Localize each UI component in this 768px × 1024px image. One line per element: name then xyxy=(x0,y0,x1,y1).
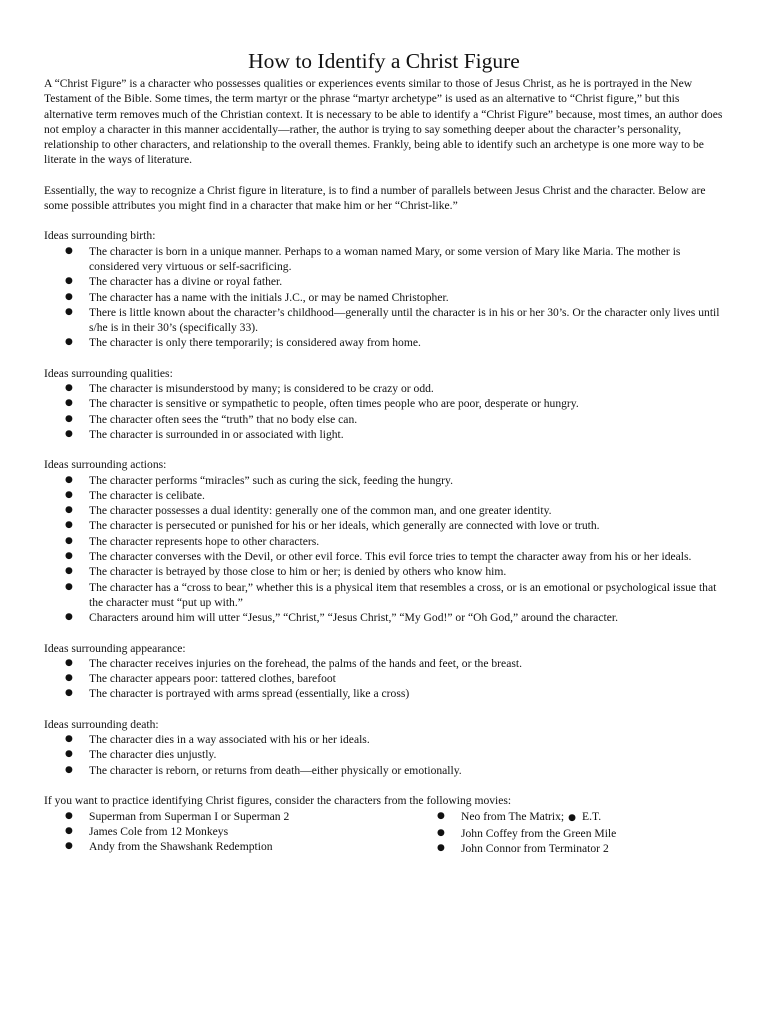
bullet-icon: ● xyxy=(568,812,576,823)
bullet-list xyxy=(44,473,724,626)
movie-item: ● Andy from the Shawshank Redemption xyxy=(44,839,416,854)
section-heading: Ideas surrounding qualities: xyxy=(44,366,173,380)
spacer xyxy=(44,778,724,794)
bullet-list xyxy=(44,244,724,351)
document-title: How to Identify a Christ Figure xyxy=(248,49,520,73)
movie-item: ● John Coffey from the Green Mile xyxy=(416,826,724,841)
movies-left-column xyxy=(44,809,416,857)
list-item: ● The character often sees the “truth” that no body else can. xyxy=(44,412,724,427)
list-item: ● The character has a divine or royal father. xyxy=(44,274,724,289)
list-item: ● The character is reborn, or returns from death—either physically or emotionally. xyxy=(44,763,724,778)
list-item: ● The character is misunderstood by many; is considered to be crazy or odd. xyxy=(44,381,724,396)
bullet-list xyxy=(44,732,724,778)
list-item: ● There is little known about the character’s childhood—generally until the character is in his or her 30’s. Or the character only lives until s/he is in their 30’s (specifically 33). xyxy=(44,305,724,336)
list-item: ● The character receives injuries on the forehead, the palms of the hands and feet, or the breast. xyxy=(44,656,724,671)
list-item: ● The character has a “cross to bear,” whether this is a physical item that resembles a cross, or is an emotional or psychological issue that the character must “put up with.” xyxy=(44,580,724,611)
movie-item-text: E.T. xyxy=(582,809,602,823)
list-item: ● The character is betrayed by those close to him or her; is denied by others who know him. xyxy=(44,564,724,579)
list-item: ● The character is portrayed with arms spread (essentially, like a cross) xyxy=(44,686,724,701)
section-heading: Ideas surrounding death: xyxy=(44,717,159,731)
list-item: ● The character converses with the Devil, or other evil force. This evil force tries to tempt the character away from his or her ideals. xyxy=(44,549,724,564)
list-item: ● The character is persecuted or punished for his or her ideals, which generally are connected with love or truth. xyxy=(44,518,724,533)
movie-item: ● John Connor from Terminator 2 xyxy=(416,841,724,856)
movie-item-text: Neo from The Matrix; xyxy=(461,809,565,823)
movie-item xyxy=(416,809,724,826)
section-heading: Ideas surrounding birth: xyxy=(44,229,156,243)
section-heading: Ideas surrounding appearance: xyxy=(44,641,186,655)
movie-item: ● James Cole from 12 Monkeys xyxy=(44,824,416,839)
spacer xyxy=(44,351,724,366)
list-item: ● The character possesses a dual identity: generally one of the common man, and one greater identity. xyxy=(44,503,724,518)
list-item: ● The character is celibate. xyxy=(44,488,724,503)
spacer xyxy=(44,442,724,457)
spacer xyxy=(44,168,724,183)
bullet-list xyxy=(44,656,724,702)
list-item: ● The character dies in a way associated with his or her ideals. xyxy=(44,732,724,747)
spacer xyxy=(44,702,724,717)
list-item: ● The character is surrounded in or associated with light. xyxy=(44,427,724,442)
intro-paragraph: A “Christ Figure” is a character who possesses qualities or experiences events similar to those of Jesus Christ, as he is portrayed in the New Testament of the Bible. Some times, the term martyr or the phrase “martyr archetype” is used as an alternative to “Christ figure,” but this alternative term removes much of the Christian context. It is necessary to be able to identify a “Christ Figure” because, most times, an author does not employ a character in this manner accidentally—rather, the author is trying to say something deeper about the character’s personality, relationship to other characters, and relationship to the overall themes. Frankly, being able to identify such an archetype is one more way to be literate in the ways of literature. xyxy=(44,77,723,167)
attribute-sections xyxy=(44,213,724,778)
list-item: ● Characters around him will utter “Jesus,” “Christ,” “Jesus Christ,” “My God!” or “Oh God,” around the character. xyxy=(44,610,724,625)
list-item: ● The character appears poor: tattered clothes, barefoot xyxy=(44,671,724,686)
spacer xyxy=(44,213,724,228)
spacer xyxy=(44,626,724,641)
bullet-list xyxy=(44,381,724,442)
list-item: ● The character has a name with the initials J.C., or may be named Christopher. xyxy=(44,290,724,305)
list-item: ● The character is only there temporarily; is considered away from home. xyxy=(44,335,724,350)
list-item: ● The character represents hope to other characters. xyxy=(44,534,724,549)
list-item: ● The character is born in a unique manner. Perhaps to a woman named Mary, or some version of Mary like Maria. The mother is considered very virtuous or self-sacrificing. xyxy=(44,244,724,275)
list-item: ● The character performs “miracles” such as curing the sick, feeding the hungry. xyxy=(44,473,724,488)
section-heading: Ideas surrounding actions: xyxy=(44,458,167,472)
list-item: ● The character is sensitive or sympathetic to people, often times people who are poor, desperate or hungry. xyxy=(44,396,724,411)
movie-item: ● Superman from Superman I or Superman 2 xyxy=(44,809,416,824)
essentially-paragraph: Essentially, the way to recognize a Christ figure in literature, is to find a number of parallels between Jesus Christ and the character. Below are some possible attributes you might find in a character that make him or her “Christ-like.” xyxy=(44,183,706,213)
movies-right-column xyxy=(416,809,724,857)
list-item: ● The character dies unjustly. xyxy=(44,747,724,762)
movies-heading: If you want to practice identifying Christ figures, consider the characters from the following movies: xyxy=(44,794,512,808)
movies-list xyxy=(44,809,724,857)
